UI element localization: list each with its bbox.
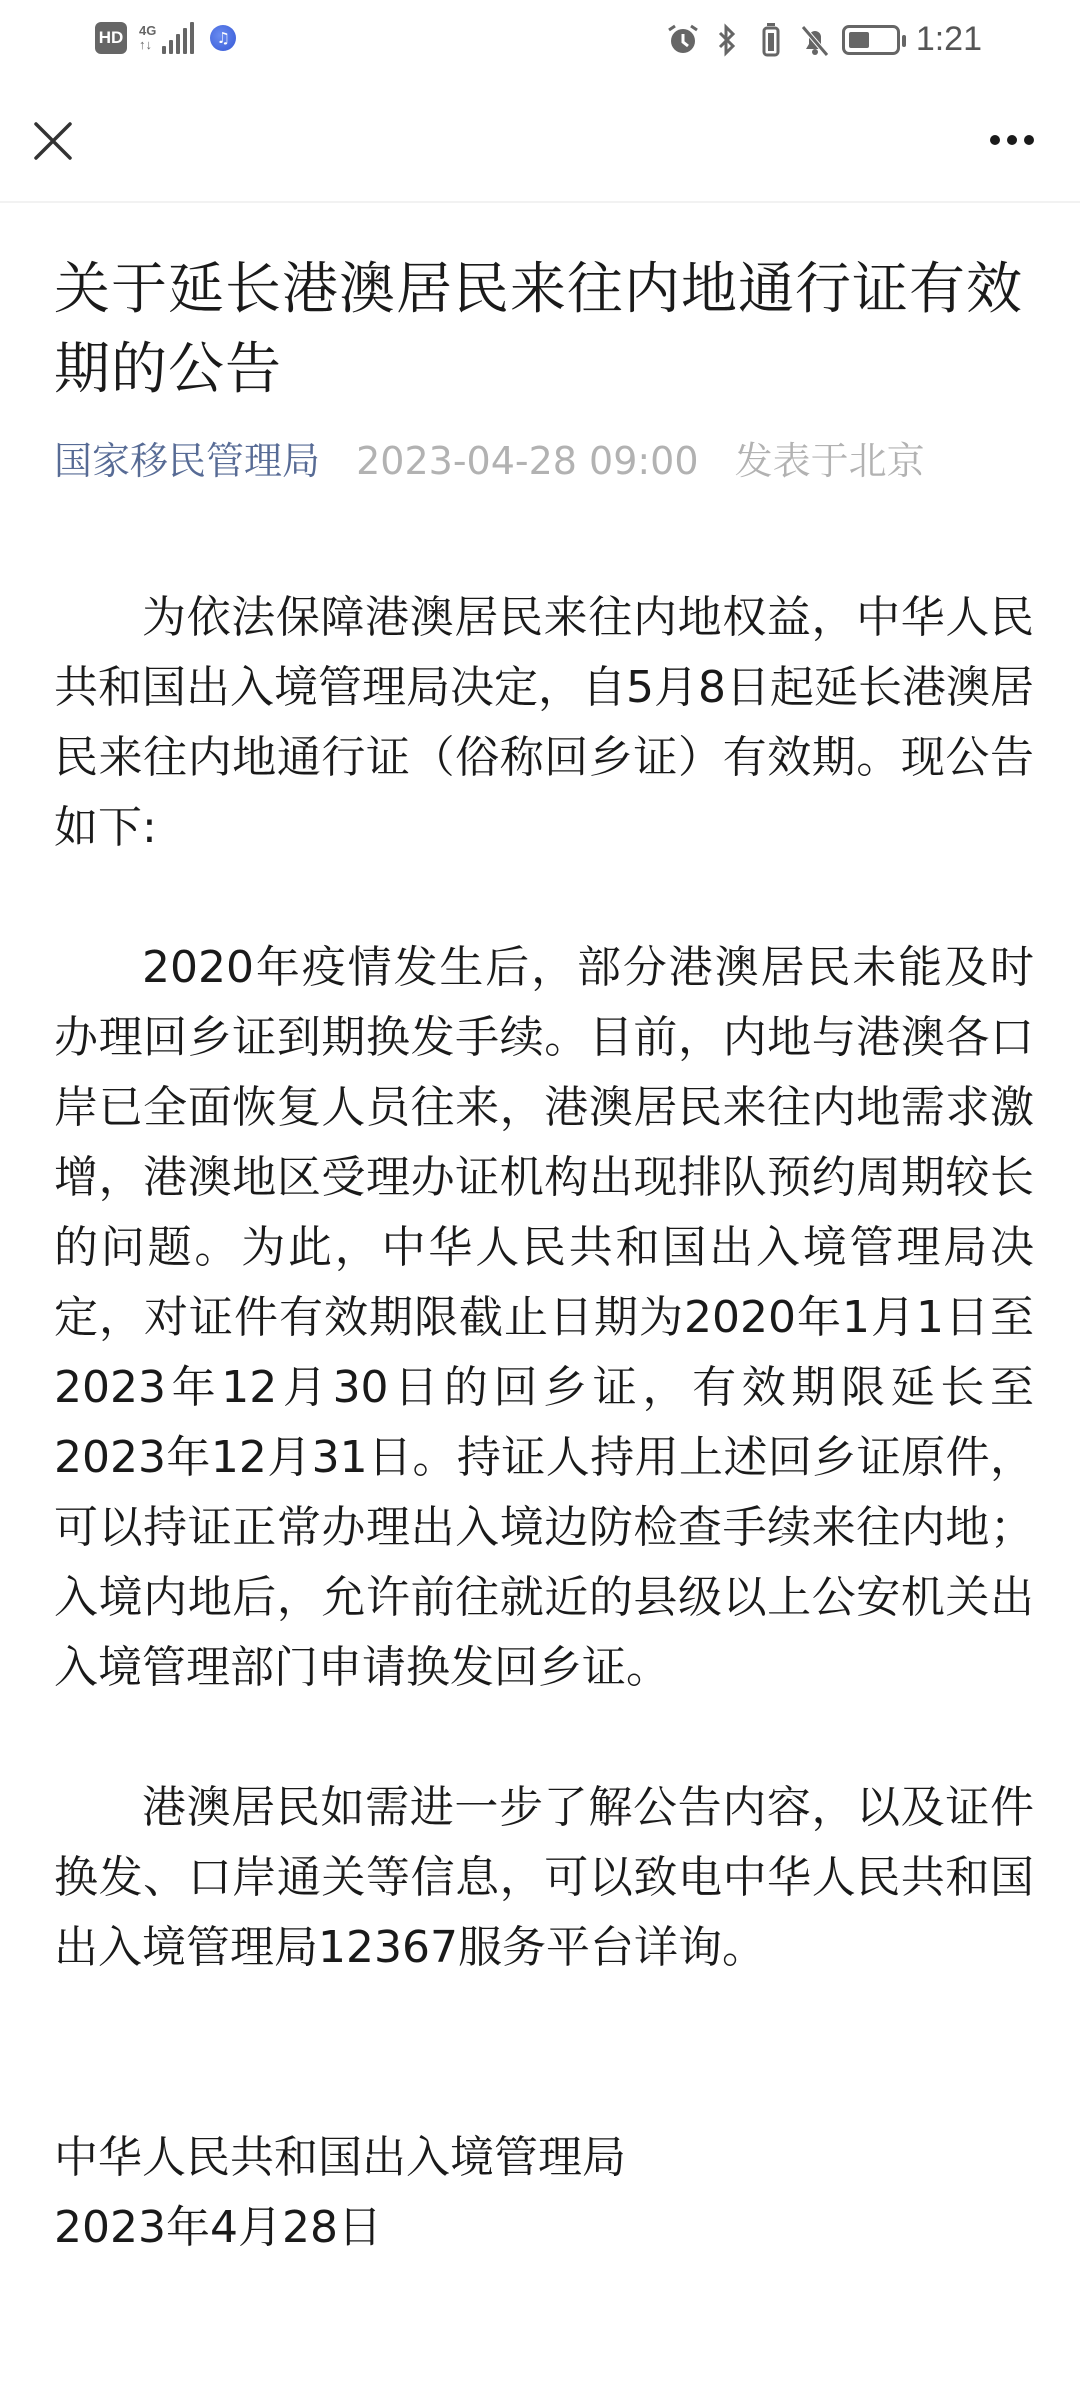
signature-date: 2023年4月28日 xyxy=(54,2202,382,2253)
nav-bar xyxy=(0,80,1080,203)
source-account-link[interactable]: 国家移民管理局 xyxy=(54,439,321,483)
article-title: 关于延长港澳居民来往内地通行证有效期的公告 xyxy=(54,257,1023,402)
article-header xyxy=(54,250,1034,486)
publish-datetime: 2023-04-28 09:00 xyxy=(356,439,699,483)
music-app-icon: ♫ xyxy=(210,25,236,51)
status-bar xyxy=(0,0,1080,80)
article-body xyxy=(54,583,1034,2263)
more-icon-dot xyxy=(1007,135,1017,145)
network-activity-icon: ↑↓ xyxy=(139,37,152,52)
close-button[interactable] xyxy=(30,118,74,162)
signature-organization: 中华人民共和国出入境管理局 xyxy=(54,2132,626,2183)
article-meta xyxy=(54,436,1034,486)
bluetooth-icon xyxy=(710,23,744,57)
more-icon-dot xyxy=(1024,135,1034,145)
signal-icon xyxy=(162,22,194,54)
network-label: 4G xyxy=(139,23,157,38)
more-icon-dot xyxy=(990,135,1000,145)
paragraph: 2020年疫情发生后，部分港澳居民未能及时办理回乡证到期换发手续。目前，内地与港澳各口岸已全面恢复人员往来，港澳居民来往内地需求激增，港澳地区受理办证机构出现排队预约周期较长的问题。为此，中华人民共和国出入境管理局决定，对证件有效期限截止日期为2020年1月1日至2023年12月30日的回乡证，有效期限延长至2023年12月31日。持证人持用上述回乡证原件，可以持证正常办理出入境边防检查手续来往内地；入境内地后，允许前往就近的县级以上公安机关出入境管理部门申请换发回乡证。 xyxy=(54,942,1034,1693)
status-right xyxy=(666,20,982,59)
clock-time: 1:21 xyxy=(915,20,982,58)
status-left xyxy=(95,22,236,54)
paragraph: 为依法保障港澳居民来往内地权益，中华人民共和国出入境管理局决定，自5月8日起延长港澳居民来往内地通行证（俗称回乡证）有效期。现公告如下: xyxy=(54,592,1034,853)
hd-icon: HD xyxy=(95,22,127,54)
alarm-icon xyxy=(666,23,700,57)
battery-icon xyxy=(842,25,900,55)
more-options-button[interactable] xyxy=(990,130,1040,150)
close-icon xyxy=(30,118,74,162)
publish-location: 发表于北京 xyxy=(734,439,925,483)
paragraph: 港澳居民如需进一步了解公告内容，以及证件换发、口岸通关等信息，可以致电中华人民共和国出入境管理局12367服务平台详询。 xyxy=(54,1782,1034,1973)
vibrate-icon xyxy=(754,23,788,57)
mute-icon xyxy=(798,23,832,57)
signature-block xyxy=(54,2123,1034,2263)
network-type-icon xyxy=(139,24,156,52)
